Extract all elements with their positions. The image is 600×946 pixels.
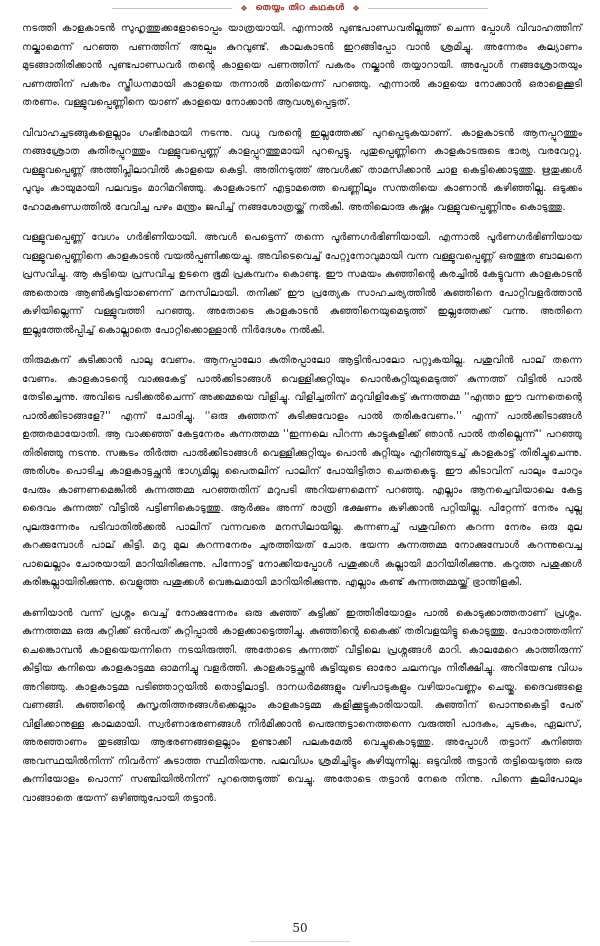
footer-rule — [250, 941, 350, 942]
paragraph: കണിയാൻ വന്ന് പ്രശ്നം വെച്ച് നോക്കുന്നേരം ഒരു കുഞ്ഞ് കുട്ടിക്ക് ഇത്തിരിയോളം പാൽ കൊടുക്കാത്തതാണ് പ്രശ്നം. കുന്നത്തമ്മ ഒരു കുറ്റിക്ക് ഒൻപത് കുറ്റിപ്പാൽ കാളക്കാട്ടെത്തിച്ചു. കുഞ്ഞിന്റെ കൈക്ക് തരിവളയിട്ടു കൊടുത്തു. പോരാത്തതിന് ചെങ്കൊമ്പൻ കാളയെയന്നിനെ നടയിരുത്തി. അതോടെ കുന്നത്ത് വീട്ടിലെ പ്രശ്നങ്ങൾ മാറി. കാലമേറെ കാത്തിരുന്ന് കിട്ടിയ കനിയെ കാളകാട്ടമ്മ ഓമനിച്ചു വളർത്തി. കാളകാട്ടച്ഛൻ കുട്ടിയുടെ ഓരോ ചലനവും നിരീക്ഷിച്ചു. അറിയേണ്ട വിധം അറിഞ്ഞു. കാളകാട്ടമ്മ പടിഞ്ഞാറ്റയിൽ തൊട്ടിലാട്ടി. ദാനധർമങ്ങളും വഴിപാടുകളും വഴിയാംവണ്ണം ചെയ്തു. ദൈവങ്ങളെ വണങ്ങി. കുഞ്ഞിന്റെ കുസൃതിത്തരങ്ങൾക്കെല്ലാം കാളകാട്ടമ്മ കളിക്കൂട്ടുകാരിയായി. കുഞ്ഞിന് പൊന്നുകെട്ടി പേര് വിളിക്കാനുള്ള കാലമായി. സ്വർണാഭരണങ്ങൾ നിർമിക്കാൻ പെരുന്തട്ടാനെത്തന്നെ വരുത്തി പാദകം, ചുടകം, ഏലസ്, അരഞ്ഞാണം തുടങ്ങിയ ആഭരണങ്ങളെല്ലാം ഉണ്ടാക്കി പലകമേൽ വെച്ചുകൊടുത്തു. അപ്പോൾ തട്ടാന് കുനിഞ്ഞ അവസ്ഥയിൽനിന്ന് നിവർന്ന് കുടാത്ത സ്ഥിതിയന്നു. പലവിധം ശ്രമിച്ചിട്ടും കഴിയുന്നില്ല. ഒടുവിൽ തട്ടാൻ തട്ടിയെടുത്ത ഒരു കുന്നിയോളം പൊന്ന് സഞ്ചിയിൽനിന്ന് പുറത്തെടുത്ത് വെച്ചു. അതോടെ തട്ടാൻ നേരെ നിന്നു. പിന്നെ കൂലിപോലും വാങ്ങാതെ ഭയന്ന് ഒഴിഞ്ഞുപോയി തട്ടാൻ. — [22, 607, 582, 804]
running-header — [0, 0, 600, 16]
running-header-title: തെയ്യം തിറ കഥകൾ — [255, 3, 345, 13]
page-number: 50 — [292, 921, 308, 935]
header-rule-right — [368, 8, 488, 9]
header-ornament-left: ❖ — [240, 3, 248, 13]
page-footer — [0, 917, 600, 936]
header-rule-left — [112, 8, 232, 9]
paragraph: തിരുമകന് കുടിക്കാൻ പാലു വേണം. ആനപ്പാലോ കുതിരപ്പാലോ ആട്ടിൻപാലോ പറ്റുകയില്ല. പശുവിൻ പാല് തന്നെ വേണം. കാളകാടന്റെ വാക്കുകേട്ട് പാൽക്കിടാങ്ങൾ വെള്ളിക്കുറ്റിയും പൊൻകുറ്റിയുമെടുത്ത് കുന്നത്ത് വീട്ടിൽ പാൽ തേടിച്ചെന്നു. അവിടെ പടിക്കൽചെന്ന് അക്കമ്മയെ വിളിച്ചു. വിളിച്ചതിന് മറുവിളികേട്ട് കുന്നത്തമ്മ ''എന്താ ഈ വന്നതെന്റെ പാൽക്കിടാങ്ങളേ?'' എന്ന് ചോദിച്ചു. ''ഒരു കുഞ്ഞന് കുടിക്കുവോളം പാൽ തരികവേണം.'' എന്ന് പാൽക്കിടാങ്ങൾ ഉത്തരമായോതി. ആ വാക്കഞ്ഞ് കേട്ടനേരം കുന്നത്തമ്മ ''ഇന്നലെ പിറന്ന കാട്ടുകുളിക്ക് ഞാൻ പാൽ തരില്ലെന്ന്'' പറഞ്ഞു തിരിഞ്ഞു നടന്നു. സങ്കടം തീർത്ത പാൽക്കിടാങ്ങൾ വെള്ളിക്കുറ്റിയും പൊൻ കുറ്റിയും എറിഞ്ഞുടച്ച് കാളകാട്ട് തിരിച്ചുചെന്നു. അരിശം പൊടിച്ച കാളകാട്ടച്ഛൻ ഭാഗ്യമില്ല പൈതലിന് പാലിന് പോയിട്ടിതാ ചെതകെട്ടു. ഈ കിടാവിന് പാലും ചോറും പേരും കാണണമെങ്കിൽ കുന്നത്തമ്മ പറഞ്ഞതിന് മറുപടി അറിയണമെന്ന് പറഞ്ഞു. എല്ലാം ആനച്ചെവിയാലെ കേട്ട ദൈവം കുന്നത്ത് വീട്ടിൽ പട്ടിണികൊടുത്തു. ആർക്കും അന്ന് രാത്രി ഭക്ഷണം കഴിക്കാൻ പറ്റിയില്ല. പിറ്റേന്ന് നേരം പുല്ല പുലരുന്നേരം പടിവാതിൽക്കൽ പാലിന് വന്നവരെ മനസിലായില്ല. കന്നണച്ച് പശുവിനെ കറന്ന നേരം ഒരു മുല കറക്കുമ്പോൾ പാല് കിട്ടി. മറു മുല കറന്നനേരം ചുരത്തിയത് ചോര. ഭയന്ന കുന്നത്തമ്മ നോക്കുമ്പോൾ കറന്നുവെച്ച പാലെല്ലാം ചോരയായി മാറിയിരിക്കുന്നു. പിന്നോട്ട് നോക്കിയപ്പോൾ പശുക്കൾ കല്ലായി മാറിയിരിക്കുന്നു. കറുത്ത പശുക്കൾ കരിങ്കല്ലായിരിക്കുന്നു. വെളുത്ത പശുക്കൾ വെങ്കലമായി മാറിയിരിക്കുന്നു. എല്ലാം കണ്ട് കുന്നത്തമ്മയ്ക്ക് ഭ്രാന്തിളകി. — [22, 355, 582, 588]
page-body — [22, 20, 582, 820]
header-ornament-right: ❖ — [352, 3, 360, 13]
paragraph: വിവാഹച്ചടങ്ങുകളെല്ലാം ഗംഭീരമായി നടന്നു. വധു വരന്റെ ഇല്ലത്തേക്ക് പുറപ്പെടുകയാണ്. കാളകാടൻ ആനപ്പുറത്തും നങ്ങശ്രോത കുതിരപ്പുറത്തും വള്ളുവപ്പെണ്ണ് കാളപ്പുറത്തുമായി പുറപ്പെട്ടു. പുതുപ്പെണ്ണിനെ കാളകാടരുടെ ഭാര്യ വരവേറ്റു. വള്ളുവപ്പെണ്ണ് അത്തിപ്ലിലാവിൽ കാളയെ കെട്ടി. അതിനടുത്ത് അവൾക്ക് താമസിക്കാൻ ചാള കെട്ടിക്കൊടുത്തു. ഋതുക്കൾ പൂവും കായുമായി പലവട്ടം മാറിമറിഞ്ഞു. കാളകാടന് എട്ടാമത്തെ പെണ്ണിലും സന്തതിയെ കാണാൻ കഴിഞ്ഞില്ല. ഒടുക്കം ഹോമകുണ്ഡത്തിൽ വേവിച്ച പഴം മന്ത്രം ജപിച്ച് നങ്ങശോത്രയ്ക്ക് നൽകി. അതിലൊരു കഷ്ണം വള്ളുവപ്പെണ്ണിനും കൊടുത്തു. — [22, 127, 582, 213]
paragraph: നടത്തി കാളകാടൻ സുഹൃത്തുക്കളോടൊപ്പം യാത്രയായി. എന്നാൽ പുണ്ടപാണ്ഡവരില്ലത്ത് ചെന്ന പ്പോൾ വിവാഹത്തിന് നല്കാമെന്ന് പറഞ്ഞ പണത്തിന് അല്പം കുറവുണ്ട്. കാലകാടൻ ഇറങ്ങിപ്പോ വാൻ ശ്രമിച്ചു. അന്നേരം കല്യാണം മുടങ്ങാതിരിക്കാൻ പുണ്ടപാണ്ഡവർ തന്റെ കാളയെ പണത്തിന് പകരം നല്കാൻ തയ്യാറായി. അപ്പോൾ നങ്ങശ്രോതയും പണത്തിന് പകരം സ്ത്രീധനമായി കാളയെ തന്നാൽ മതിയെന്ന് പറഞ്ഞു. എന്നാൽ കാളയെ നോക്കാൻ ഒരാളെക്കൂടി തരണം. വള്ളുവപ്പെണ്ണിനെ യാണ് കാളയെ നോക്കാൻ ആവശ്യപ്പെട്ടത്. — [22, 23, 582, 108]
paragraph: വള്ളുവപ്പെണ്ണ് വേഗം ഗർഭിണിയായി. അവൾ പെട്ടെന്ന് തന്നെ പൂർണഗർഭിണിയായി. എന്നാൽ പൂർണഗർഭിണിയായ വള്ളുവപ്പെണ്ണിനെ കാളകാടൻ വയൽപ്പണിക്കയച്ചു. അവിടെവെച്ച് പേറ്റുനോവുമായി വന്ന വള്ളുവപ്പെണ്ണ് ഒരത്ഭുത ബാലനെ പ്രസവിച്ചു. ആ കുട്ടിയെ പ്രസവിച്ച ഉടനെ ഭൂമി പ്രകമ്പനം കൊണ്ടു. ഈ സമയം കുഞ്ഞിന്റെ കരച്ചിൽ കേട്ടുവന്ന കാളകാടൻ അതൊരു ആൺകുട്ടിയാണെന്ന് മനസിലായി. തനിക്ക് ഈ പ്രത്യേക സാഹചര്യത്തിൽ കുഞ്ഞിനെ പോറ്റിവളർത്താൻ കഴിയില്ലെന്ന് വള്ളുവത്തി പറഞ്ഞു. അതോടെ കാളകാടൻ കുഞ്ഞിനെയുമെടുത്ത് ഇല്ലത്തേക്ക് വന്നു. അതിനെ ഇല്ലത്തേൽപ്പിച്ച് കൊല്ലാതെ പോറ്റിക്കൊള്ളാൻ നിർദേശം നൽകി. — [22, 232, 582, 336]
